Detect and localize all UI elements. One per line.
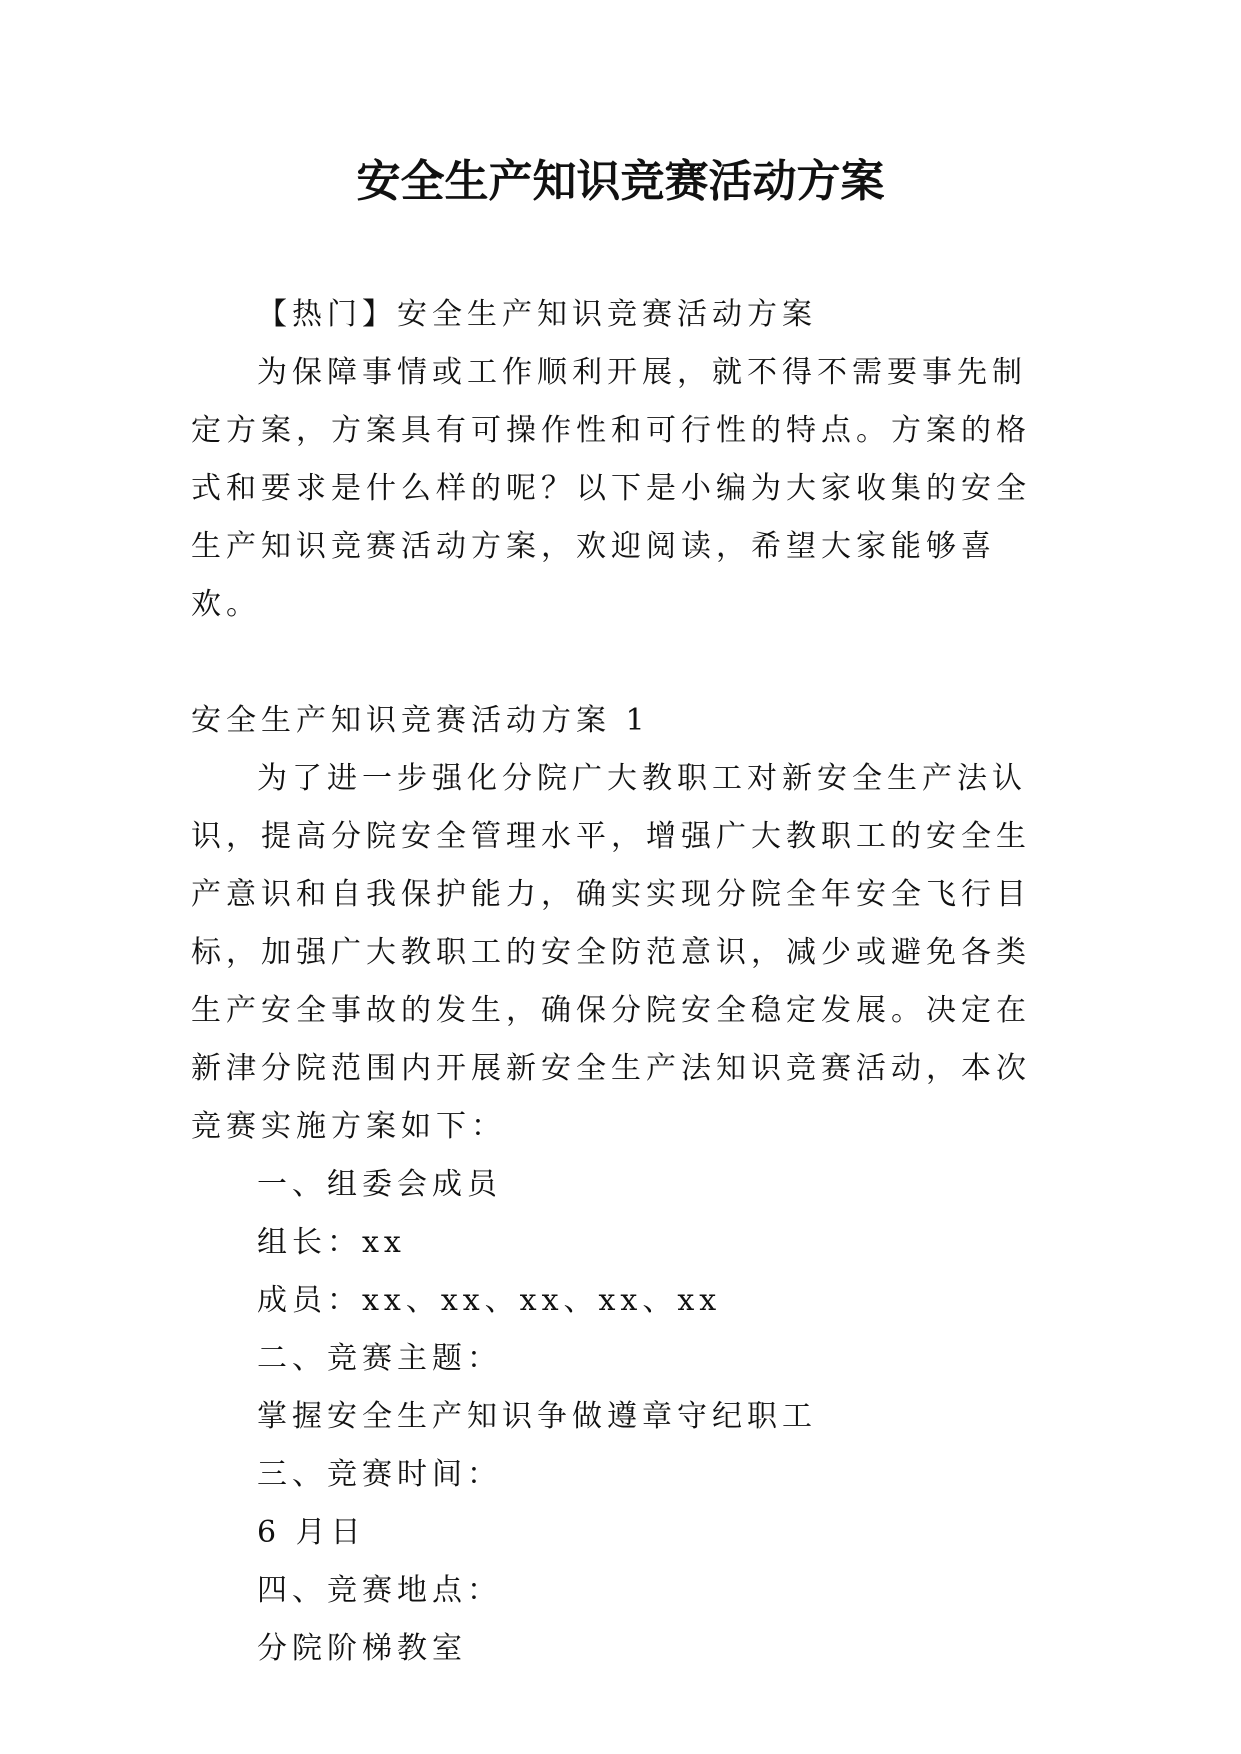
list-item-time: 6 月日: [257, 1515, 366, 1550]
list-item-members: 成员：xx、xx、xx、xx、xx: [257, 1283, 722, 1318]
list-item-theme-heading: 二、竞赛主题：: [257, 1341, 502, 1376]
document-body: [191, 286, 1061, 1678]
list-item-location: 分院阶梯教室: [257, 1631, 467, 1666]
body-paragraph: 为了进一步强化分院广大教职工对新安全生产法认识，提高分院安全管理水平，增强广大教职工的安全生产意识和自我保护能力，确实实现分院全年安全飞行目标，加强广大教职工的安全防范意识，减少或避免各类生产安全事故的发生，确保分院安全稳定发展。决定在新津分院范围内开展新安全生产法知识竞赛活动，本次竞赛实施方案如下：: [191, 761, 1031, 1144]
intro-heading: 【热门】安全生产知识竞赛活动方案: [257, 297, 817, 332]
document-title: 安全生产知识竞赛活动方案: [356, 156, 885, 207]
list-item-time-heading: 三、竞赛时间：: [257, 1457, 502, 1492]
list-item-location-heading: 四、竞赛地点：: [257, 1573, 502, 1608]
list-item-committee: 一、组委会成员: [257, 1167, 502, 1202]
list-item-theme: 掌握安全生产知识争做遵章守纪职工: [257, 1399, 817, 1434]
section-heading: 安全生产知识竞赛活动方案 1: [191, 703, 650, 738]
intro-paragraph: 为保障事情或工作顺利开展，就不得不需要事先制定方案，方案具有可操作性和可行性的特点。方案的格式和要求是什么样的呢？以下是小编为大家收集的安全生产知识竞赛活动方案，欢迎阅读，希望大家能够喜欢。: [191, 355, 1031, 622]
list-item-leader: 组长：xx: [257, 1225, 406, 1260]
